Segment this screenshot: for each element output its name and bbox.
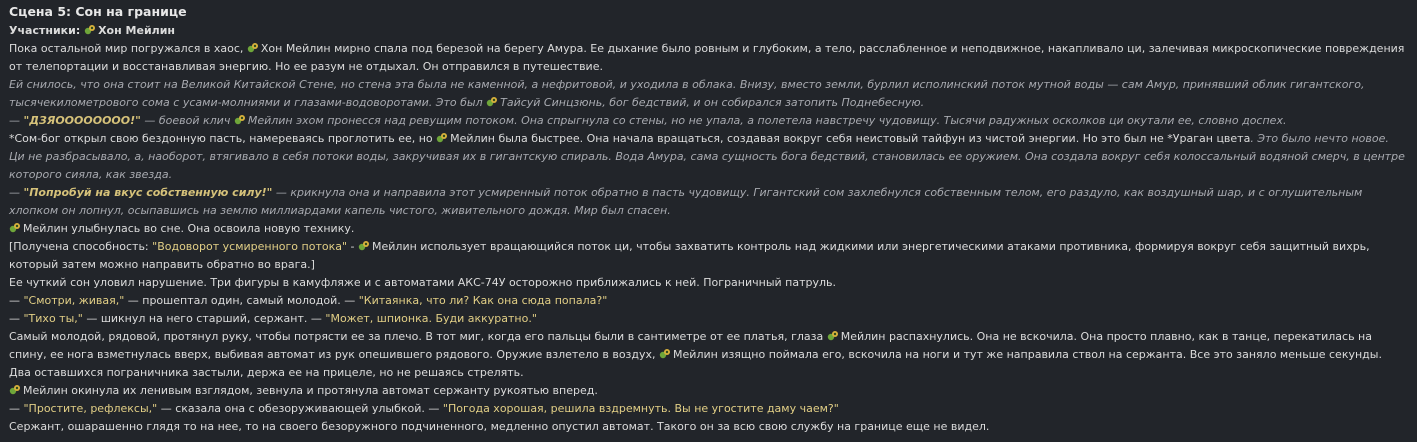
quote: "Смотри, живая,"	[23, 294, 125, 307]
quote: "Тихо ты,"	[23, 312, 83, 325]
participants-label: Участники:	[9, 24, 81, 37]
paragraph-3: — "ДЗЯОООООООО!" — боевой клич Мейлин эхом пронесся над ревущим потоком. Она спрыгнула со стены, но не упала, а полетела навстречу чудовищу. Тысячи радужных осколков ци окутали ее, словно доспех.	[9, 114, 1287, 127]
character-badge-icon	[486, 96, 498, 107]
character-link[interactable]: Хон Мейлин	[260, 42, 331, 55]
character-badge-icon	[234, 114, 246, 125]
paragraph-4: *Сом-бог открыл свою бездонную пасть, намереваясь проглотить ее, но Мейлин была быстрее. Она начала вращаться, создавая вокруг себя неистовый тайфун из чистой энергии. Но это был не *Ураган цвета. Это было нечто новое. Ци не разбрасывало, а, наоборот, втягивало в себя потоки воды, закручивая их в гигантскую спираль. Вода Амура, сама сущность бога бедствий, становилась ее оружием. Она создала вокруг себя колоссальный водяной смерч, в центре которого сияла, как звезда.	[9, 132, 1405, 181]
ability-name: "Водоворот усмиренного потока"	[152, 240, 348, 253]
paragraph-2: Ей снилось, что она стоит на Великой Китайской Стене, но стена эта была не каменной, а нефритовой, и уходила в облака. Внизу, вместо земли, бурлил исполинский поток мутной воды — сам Амур, принявший облик гигантского, тысячекилометрового сома с усами-молниями и глазами-водоворотами. Это был Тайсуй Синцзюнь, бог бедствий, и он собирался затопить Поднебесную.	[9, 78, 1365, 109]
paragraph-8: Ее чуткий сон уловил нарушение. Три фигуры в камуфляже и с автоматами АКС-74У осторожно приближались к ней. Пограничный патруль.	[9, 276, 836, 289]
character-badge-icon	[84, 24, 96, 35]
character-link[interactable]: Мейлин	[23, 222, 68, 235]
character-link[interactable]: Мейлин	[247, 114, 293, 127]
paragraph-11: Самый молодой, рядовой, протянул руку, чтобы потрясти ее за плечо. В тот миг, когда его пальцы были в сантиметре от ее платья, глаза Мейлин распахнулись. Она не вскочила. Она просто плавно, как в танце, перекатилась на спину, ее нога взметнулась вверх, выбивая автомат из рук опешившего рядового. Оружие взлетело в воздух, Мейлин изящно поймала его, вскочила на ноги и тут же направила ствол на сержанта. Все это заняло меньше секунды.	[9, 330, 1382, 361]
character-badge-icon	[358, 240, 370, 251]
paragraph-13: Мейлин окинула их ленивым взглядом, зевнула и протянула автомат сержанту рукоятью вперед.	[9, 382, 1407, 400]
paragraph-6: Мейлин улыбнулась во сне. Она освоила новую технику.	[9, 220, 1407, 238]
character-badge-icon	[436, 132, 448, 143]
character-link[interactable]: Мейлин	[840, 330, 886, 343]
quote: "Китаянка, что ли? Как она сюда попала?"	[358, 294, 608, 307]
character-link[interactable]: Мейлин	[673, 348, 718, 361]
participant-name[interactable]: Хон Мейлин	[98, 24, 176, 37]
participants-line	[9, 22, 1407, 40]
character-link[interactable]: Мейлин	[450, 132, 495, 145]
character-badge-icon	[659, 348, 671, 359]
scene-title: Сцена 5: Сон на границе	[9, 4, 187, 19]
paragraph-10: — "Тихо ты," — шикнул на него старший, сержант. — "Может, шпионка. Буди аккуратно."	[9, 312, 537, 325]
character-link[interactable]: Тайсуй Синцзюнь	[500, 96, 603, 109]
character-badge-icon	[247, 42, 259, 53]
paragraph-5: — "Попробуй на вкус собственную силу!" — крикнула она и направила этот усмиренный поток обратно в пасть чудовищу. Гигантский сом захлебнулся собственным телом, его раздуло, как воздушный шар, и с оглушительным хлопком он лопнул, осыпавшись на землю миллиардами капель чистого, живительного дождя. Мир был спасен.	[9, 186, 1363, 217]
paragraph-9: — "Смотри, живая," — прошептал один, самый молодой. — "Китаянка, что ли? Как она сюда попала?"	[9, 294, 608, 307]
quote: "Попробуй на вкус собственную силу!"	[23, 186, 273, 199]
quote: "Погода хорошая, решила вздремнуть. Вы не угостите даму чаем?"	[442, 402, 839, 415]
paragraph-12: Два оставшихся пограничника застыли, держа ее на прицеле, но не решаясь стрелять.	[9, 366, 524, 379]
paragraph-15: Сержант, ошарашенно глядя то на нее, то на своего безоружного подчиненного, медленно опустил автомат. Такого он за всю свою службу на границе еще не видел.	[9, 420, 990, 433]
quote: "Простите, рефлексы,"	[23, 402, 158, 415]
quote: "ДЗЯОООООООО!"	[23, 114, 141, 127]
paragraph-7: [Получена способность: "Водоворот усмиренного потока" - Мейлин использует вращающийся поток ци, чтобы захватить контроль над жидкими или энергетическими атаками противника, формируя вокруг себя защитный вихрь, который затем можно направить обратно во врага.]	[9, 240, 1370, 271]
character-badge-icon	[9, 222, 21, 233]
character-link[interactable]: Мейлин	[372, 240, 417, 253]
character-link[interactable]: Мейлин	[23, 384, 68, 397]
paragraph-14: — "Простите, рефлексы," — сказала она с обезоруживающей улыбкой. — "Погода хорошая, решила вздремнуть. Вы не угостите даму чаем?"	[9, 402, 839, 415]
character-badge-icon	[827, 330, 839, 341]
paragraph-1: Пока остальной мир погружался в хаос, Хон Мейлин мирно спала под березой на берегу Амура. Ее дыхание было ровным и глубоким, а тело, расслабленное и неподвижное, накапливало ци, залечивая микроскопические повреждения от телепортации и восстанавливая энергию. Но ее разум не отдыхал. Он отправился в путешествие.	[9, 42, 1405, 73]
character-badge-icon	[9, 384, 21, 395]
quote: "Может, шпионка. Буди аккуратно."	[325, 312, 537, 325]
